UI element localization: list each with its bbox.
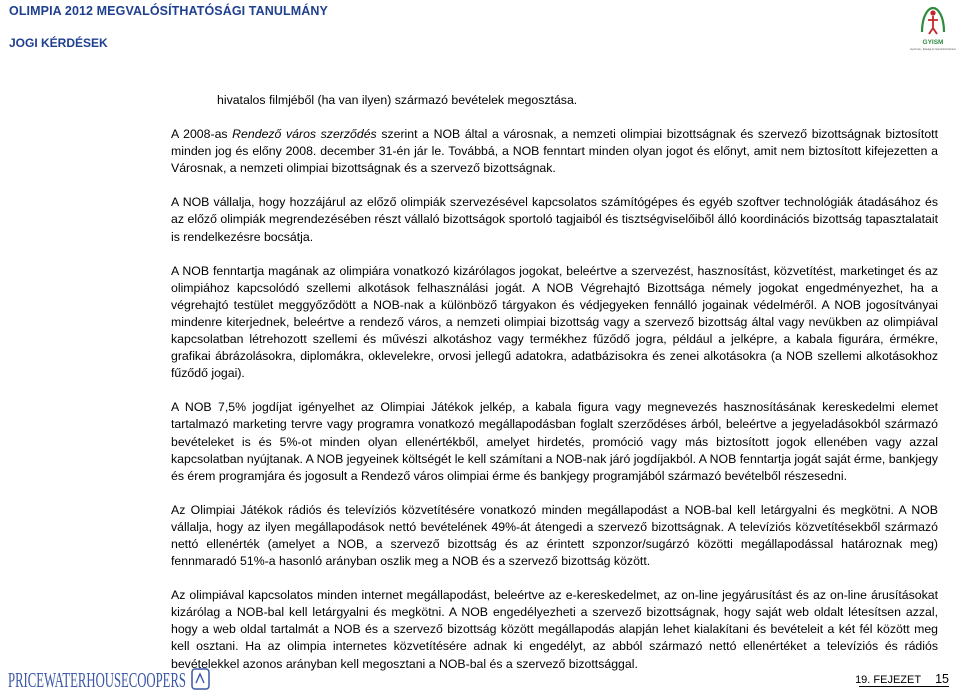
pwc-logo [8,665,213,695]
footer-rule [859,686,949,687]
section-title: JOGI KÉRDÉSEK [9,36,108,50]
paragraph-internet: Az olimpiával kapcsolatos minden internet megállapodást, beleértve az e-kereskedelmet, az on-line jegyárusítást és az on-line árusításokat kizárólag a NOB-bal kell letárgyalni és megkötni. A NOB engedélyezheti a szervező bizottságnak, hogy saját web oldalt létesítsen azzal, hogy a web oldal tartalmát a NOB és a szervező bizottság között megállapodás alapján lehet kialakítani és bevételeit a két fél között meg kell osztani. Ha az olimpia internetes közvetítésére adnak ki engedélyt, az abból származó nettó ellenértéket a televíziós és rádiós bevételekkel azonos arányban kell megosztani a NOB-bal és a szervező bizottsággal. [171,588,938,671]
document-body [171,92,938,673]
italic-term: Rendező város szerződés [232,127,377,142]
logo-caption: Gyermek-, Ifjúsági és Sportminisztérium [910,48,956,51]
pwc-emblem-icon [192,669,209,689]
paragraph-royalties: A NOB 7,5% jogdíjat igényelhet az Olimpiai Játékok jelkép, a kabala figura vagy megnevezés hasznosításának kereskedelmi elemet tartalmazó marketing tervre vagy programra vonatkozó megállapodásban foglalt szerződéses árból, beleértve a jegyeladásokból származó bevételeket is és 5%-ot minden olyan ellenértékből, amelyet hirdetés, promóció vagy más biztosított jogok ellenében vagy azzal kapcsolatban nyújtanak. A NOB jegyeinek költségét le kell számítani a NOB-nak járó jogdíjakból. A NOB fenntartja jogát saját érme, bankjegy és érem programjára és jogosult a Rendező város olimpiai érme és bankjegy programjából származó bevételből részesedni. [171,400,938,483]
paragraph-ioc-rights: A NOB fenntartja magának az olimpiára vonatkozó kizárólagos jogokat, beleértve a szervezést, hasznosítást, közvetítést, marketinget és az olimpiához kapcsolódó szellemi alkotások felhasználási jogát. A NOB Végrehajtó Bizottsága némely jogokat engedményezhet, ha a végrehajtó testület meggyőződött a NOB-nak a különböző tárgyakon és védjegyeken fennálló jogainak védelméről. A NOB jogosítványai mindenre kiterjednek, beleértve a rendező város, a nemzeti olimpiai bizottság vagy a szervező bizottság által vagy nevükben az olimpiával kapcsolatban létrehozott szellemi és művészi alkotáshoz vagy termékhez fűződő jogra, például a jelképre, a kabala figurára, érmékre, grafikai ábrázolásokra, diplomákra, oklevelekre, orvosi jellegű adatokra, adatbázisokra és zenei alkotásokra (a NOB szellemi alkotásokhoz fűződő jogai). [171,263,938,381]
paragraph-broadcasting: Az Olimpiai Játékok rádiós és televíziós közvetítésére vonatkozó minden megállapodást a NOB-bal kell letárgyalni és megkötni. A NOB vállalja, hogy az ilyen megállapodások nettó bevételének 49%-át átengedi a szervező bizottságnak. A televíziós közvetítésekből származó nettó ellenérték (amelyet a NOB, a szervező bizottság és az érintett szponzor/sugárzó közötti megállapodással határoznak meg) fennmaradó 51%-a hasonló arányban oszlik meg a NOB és a szervező bizottság között. [171,502,938,569]
text-run: szerint a NOB által a városnak, a nemzeti olimpiai bizottságnak és szervező bizottságnak biztosított minden jog és előny 2008. december 31-én jár le. Továbbá, a NOB fenntart minden olyan jogot és előnyt, amit nem biztosított kifejezetten a Városnak, a nemzeti olimpiai bizottságnak és a szervező bizottságnak. [171,127,939,176]
paragraph-host-city-contract [171,126,938,177]
page-footer [855,672,949,686]
gyism-emblem-icon [910,2,956,56]
chapter-label: 19. FEJEZET [855,674,922,686]
page-number: 15 [935,672,949,686]
paragraph-software-transfer: A NOB vállalja, hogy hozzájárul az előző olimpiák szervezésével kapcsolatos számítógépes és egyéb szoftver technológiák átadásához és az előző olimpiák megrendezésében részt vállaló bizottságok sportoló tagjaiból és tisztségviselőiből álló koordinációs bizottság tapasztalatait is rendelkezésre bocsátja. [171,195,938,244]
pwc-wordmark: PRICEWATERHOUSECOOPERS [8,668,186,692]
logo-text: GYISM [922,39,944,46]
text-run: A 2008-as [171,127,233,142]
paragraph-continuation: hivatalos filmjéből (ha van ilyen) származó bevételek megosztása. [217,93,578,107]
document-title: OLIMPIA 2012 MEGVALÓSÍTHATÓSÁGI TANULMÁNY [9,4,328,18]
gyism-logo [910,2,956,56]
